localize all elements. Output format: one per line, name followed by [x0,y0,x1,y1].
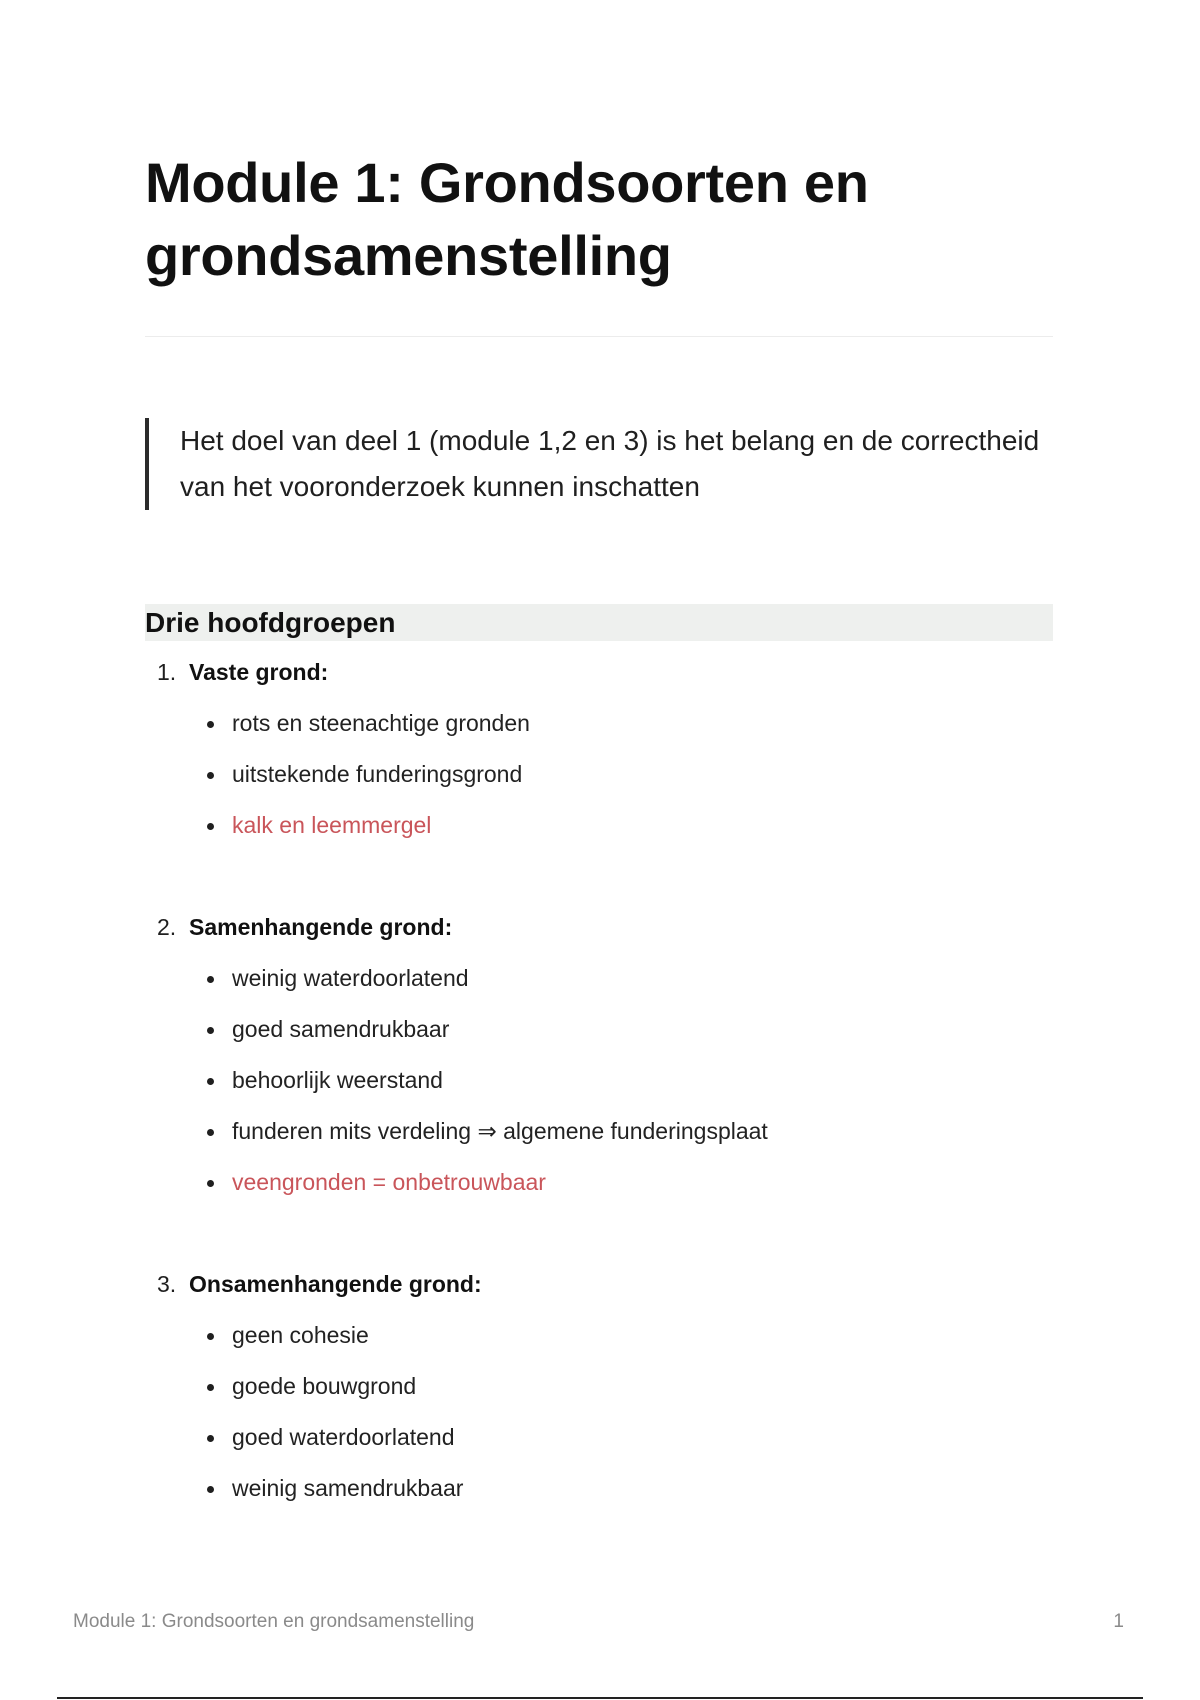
list-item [145,1353,1045,1404]
list-item-text: behoorlijk weerstand [232,1067,443,1093]
list-item-text: kalk en leemmergel [232,812,432,838]
list-item [145,1047,1045,1098]
group-heading [145,654,1045,690]
list-item [145,1404,1045,1455]
group-number: 2. [157,914,177,940]
bullet-icon [207,1078,214,1085]
group-title: Onsamenhangende grond: [189,1271,482,1297]
list-item-text: geen cohesie [232,1322,369,1348]
list-item [145,996,1045,1047]
list-item-highlighted [145,792,1045,843]
list-item [145,1098,1045,1149]
list-item-text: goed samendrukbaar [232,1016,450,1042]
group-title: Vaste grond: [189,659,329,685]
bullet-icon [207,976,214,983]
page-title: Module 1: Grondsoorten en grondsamenstelling [145,151,869,287]
bullet-list [145,1302,1045,1506]
group-onsamenhangende-grond [145,1266,1045,1506]
list-item [145,945,1045,996]
list-item [145,1455,1045,1506]
list-item-text: goede bouwgrond [232,1373,417,1399]
title-divider [145,336,1053,337]
bullet-icon [207,1180,214,1187]
list-item-text: rots en steenachtige gronden [232,710,530,736]
page-number: 1 [1113,1611,1124,1632]
list-item-text: weinig samendrukbaar [232,1475,464,1501]
list-item [145,690,1045,741]
bullet-icon [207,721,214,728]
goal-quote: Het doel van deel 1 (module 1,2 en 3) is het belang en de correctheid van het vooronderzoek kunnen inschatten [145,418,1060,510]
bullet-icon [207,1027,214,1034]
bullet-icon [207,772,214,779]
group-number: 3. [157,1271,177,1297]
group-heading [145,909,1045,945]
list-item [145,1302,1045,1353]
bullet-icon [207,823,214,830]
group-samenhangende-grond [145,909,1045,1200]
group-number: 1. [157,659,177,685]
group-heading [145,1266,1045,1302]
bullet-icon [207,1486,214,1493]
list-item-text: uitstekende funderingsgrond [232,761,523,787]
list-item-text: veengronden = onbetrouwbaar [232,1169,546,1195]
list-item-text: funderen mits verdeling ⇒ algemene funderingsplaat [232,1118,768,1144]
list-item-text: weinig waterdoorlatend [232,965,469,991]
bullet-list [145,945,1045,1200]
bullet-icon [207,1384,214,1391]
bullet-icon [207,1435,214,1442]
bottom-divider [57,1697,1143,1699]
list-item-highlighted [145,1149,1045,1200]
list-item [145,741,1045,792]
footer-title: Module 1: Grondsoorten en grondsamenstelling [73,1611,475,1632]
group-title: Samenhangende grond: [189,914,453,940]
bullet-icon [207,1129,214,1136]
bullet-icon [207,1333,214,1340]
list-item-text: goed waterdoorlatend [232,1424,455,1450]
section-heading: Drie hoofdgroepen [145,604,1053,641]
group-vaste-grond [145,654,1045,843]
bullet-list [145,690,1045,843]
